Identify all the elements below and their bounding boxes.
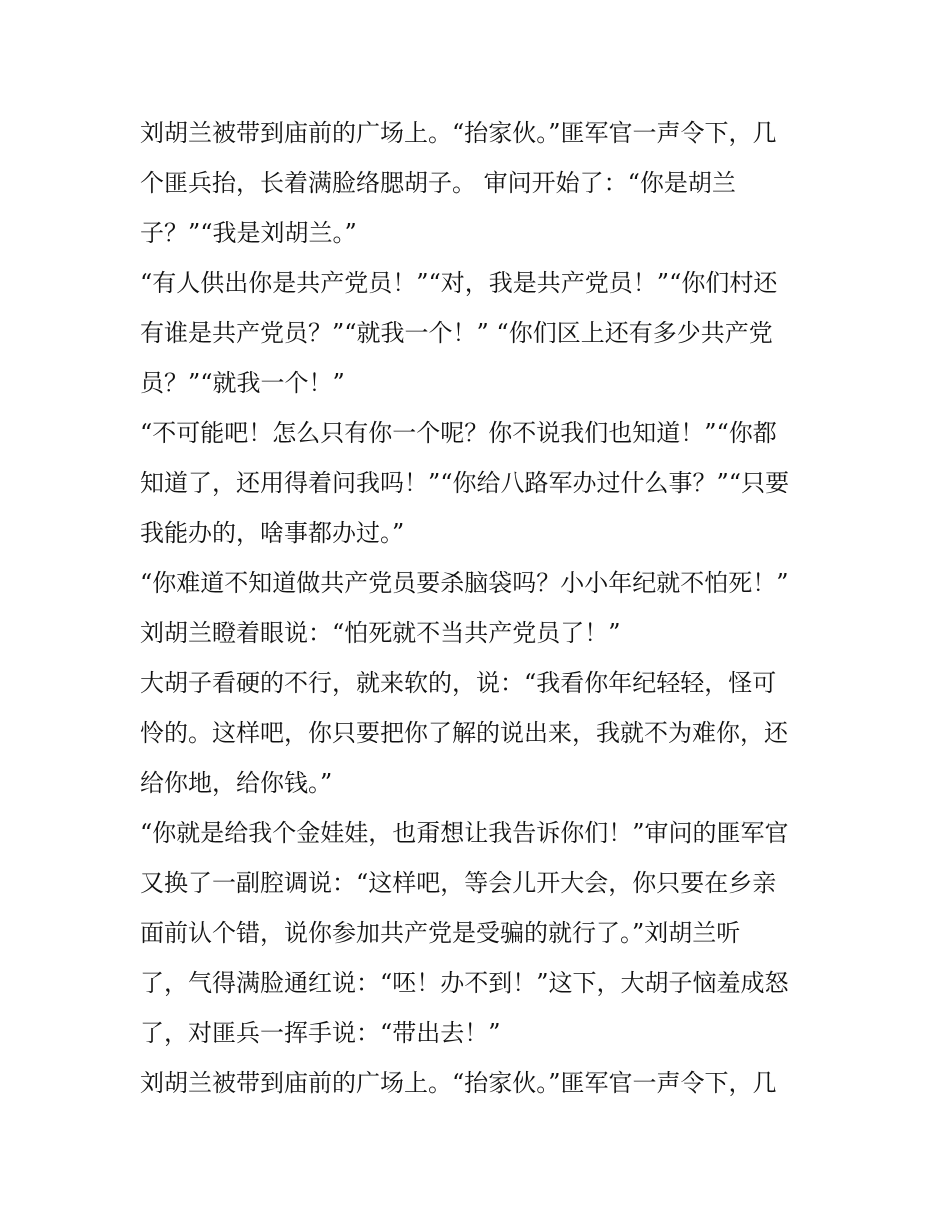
text-line: 又换了一副腔调说：“这样吧，等会儿开大会，你只要在乡亲 xyxy=(140,869,777,897)
text-line: “你难道不知道做共产党员要杀脑袋吗？小小年纪就不怕死！” xyxy=(140,569,789,597)
text-line: 知道了，还用得着问我吗！”“你给八路军办过什么事？”“只要 xyxy=(140,469,790,497)
text-line: 个匪兵抬，长着满脸络腮胡子。 审问开始了：“你是胡兰 xyxy=(140,169,736,197)
text-line: 给你地，给你钱。” xyxy=(140,769,333,797)
text-line: 了，气得满脸通红说：“呸！办不到！”这下，大胡子恼羞成怒 xyxy=(140,969,789,997)
text-line: 刘胡兰被带到庙前的广场上。“抬家伙。”匪军官一声令下，几 xyxy=(140,1069,777,1097)
text-line: 面前认个错，说你参加共产党是受骗的就行了。”刘胡兰听 xyxy=(140,919,741,947)
text-line: 怜的。这样吧，你只要把你了解的说出来，我就不为难你，还 xyxy=(140,719,788,747)
text-line: “你就是给我个金娃娃，也甭想让我告诉你们！”审问的匪军官 xyxy=(140,819,789,847)
document-body xyxy=(140,108,820,1108)
text-line: 子？”“我是刘胡兰。” xyxy=(140,219,357,247)
text-line: 员？”“就我一个！” xyxy=(140,369,345,397)
text-line: “有人供出你是共产党员！”“对，我是共产党员！”“你们村还 xyxy=(140,269,778,297)
text-line: 有谁是共产党员？”“就我一个！” “你们区上还有多少共产党 xyxy=(140,319,773,347)
text-line: 刘胡兰被带到庙前的广场上。“抬家伙。”匪军官一声令下，几 xyxy=(140,119,777,147)
text-line: 了，对匪兵一挥手说：“带出去！” xyxy=(140,1019,501,1047)
text-line: 大胡子看硬的不行，就来软的，说：“我看你年纪轻轻，怪可 xyxy=(140,669,777,697)
text-line: 我能办的，啥事都办过。” xyxy=(140,519,405,547)
text-line: “不可能吧！怎么只有你一个呢？你不说我们也知道！”“你都 xyxy=(140,419,777,447)
text-line: 刘胡兰瞪着眼说：“怕死就不当共产党员了！” xyxy=(140,619,621,647)
